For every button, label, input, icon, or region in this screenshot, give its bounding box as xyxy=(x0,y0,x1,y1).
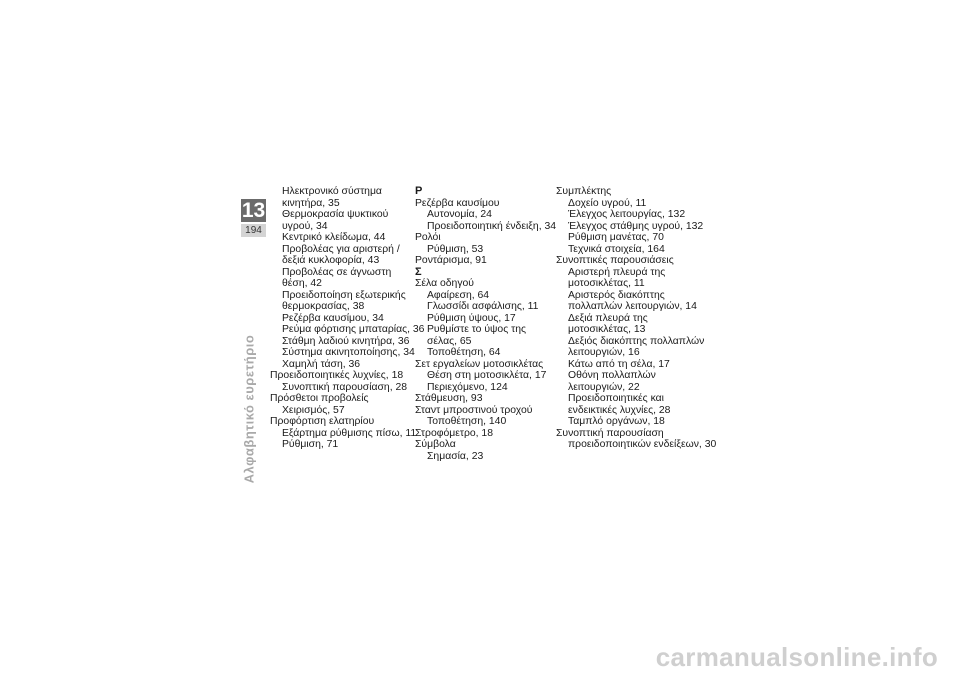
index-subentry: Ταμπλό οργάνων, 18 xyxy=(568,416,665,427)
index-subentry: δεξιά κυκλοφορία, 43 xyxy=(282,255,380,266)
index-subentry: Συνοπτική παρουσίαση, 28 xyxy=(282,381,408,393)
index-entry: Πρόσθετοι προβολείς xyxy=(270,393,369,404)
index-subentry: υγρού, 34 xyxy=(282,220,328,232)
index-subentry: μοτοσικλέτας, 11 xyxy=(568,278,645,289)
index-entry: Σέλα οδηγού xyxy=(415,278,474,289)
index-subentry: προειδοποιητικών ενδείξεων, 30 xyxy=(568,439,717,450)
index-subentry: Προειδοποίηση εξωτερικής xyxy=(282,289,406,301)
index-subentry: Κεντρικό κλείδωμα, 44 xyxy=(282,232,386,243)
index-subentry: Χαμηλή τάση, 36 xyxy=(282,358,361,370)
index-subentry: Αριστερός διακόπτης xyxy=(568,289,665,301)
index-entry: Συμπλέκτης xyxy=(556,186,612,197)
index-subentry: Ρύθμιση, 71 xyxy=(282,439,339,450)
index-subentry: Αριστερή πλευρά της xyxy=(568,266,666,278)
index-entry: Σύμβολα xyxy=(415,439,456,450)
index-subentry: Έλεγχος στάθμης υγρού, 132 xyxy=(568,220,704,232)
index-subentry: Τοποθέτηση, 140 xyxy=(427,416,507,427)
index-subentry: Κάτω από τη σέλα, 17 xyxy=(568,358,670,370)
index-entry: Στροφόμετρο, 18 xyxy=(415,427,493,439)
index-subentry: θερμοκρασίας, 38 xyxy=(282,301,365,312)
index-subentry: Έλεγχος λειτουργίας, 132 xyxy=(568,209,686,220)
index-subentry: Δοχείο υγρού, 11 xyxy=(568,197,647,209)
index-column-1 xyxy=(270,186,424,451)
index-subentry: Δεξιά πλευρά της xyxy=(568,312,648,324)
watermark: carmanualsonline.info xyxy=(655,642,938,672)
side-title: Αλφαβητικό ευρετήριο xyxy=(241,334,257,484)
index-entry: Συνοπτική παρουσίαση xyxy=(556,427,664,439)
index-column-3 xyxy=(556,186,716,451)
index-entry: Προφόρτιση ελατηρίου xyxy=(270,416,375,427)
index-subentry: Ρυθμίστε το ύψος της xyxy=(427,324,527,335)
index-entry: Ρεζέρβα καυσίμου xyxy=(415,197,500,209)
index-letter-heading: Σ xyxy=(415,265,422,278)
index-subentry: Σημασία, 23 xyxy=(427,450,484,462)
index-subentry: Ρεύμα φόρτισης μπαταρίας, 36 xyxy=(282,324,425,335)
index-entry: Συνοπτικές παρουσιάσεις xyxy=(556,255,674,266)
index-subentry: Ρύθμιση, 53 xyxy=(427,243,484,255)
index-subentry: Ρεζέρβα καυσίμου, 34 xyxy=(282,312,384,324)
index-subentry: λειτουργιών, 22 xyxy=(568,381,640,393)
index-subentry: Προειδοποιητική ένδειξη, 34 xyxy=(427,220,557,232)
index-subentry: Εξάρτημα ρύθμισης πίσω, 11 xyxy=(282,427,417,439)
index-subentry: Γλωσσίδι ασφάλισης, 11 xyxy=(427,301,539,312)
index-subentry: Θέση στη μοτοσικλέτα, 17 xyxy=(427,370,547,381)
index-subentry: Ηλεκτρονικό σύστημα xyxy=(282,186,382,197)
index-subentry: κινητήρα, 35 xyxy=(282,197,340,209)
index-subentry: Ρύθμιση μανέτας, 70 xyxy=(568,232,664,243)
index-subentry: λειτουργιών, 16 xyxy=(568,347,640,358)
chapter-badge xyxy=(241,199,266,239)
page-number: 194 xyxy=(241,224,266,237)
index-subentry: θέση, 42 xyxy=(282,278,322,289)
index-subentry: Αυτονομία, 24 xyxy=(427,209,492,220)
index-column-2 xyxy=(415,186,556,462)
index-subentry: Οθόνη πολλαπλών xyxy=(568,370,656,381)
index-subentry: Δεξιός διακόπτης πολλαπλών xyxy=(568,335,705,347)
index-subentry: ενδεικτικές λυχνίες, 28 xyxy=(568,404,671,416)
index-entry: Ρολόι xyxy=(415,232,441,243)
index-subentry: Περιεχόμενο, 124 xyxy=(427,381,508,393)
index-entry: Σετ εργαλείων μοτοσικλέτας xyxy=(415,358,544,370)
index-subentry: σέλας, 65 xyxy=(427,335,472,347)
index-letter-heading: Ρ xyxy=(415,185,423,197)
index-subentry: μοτοσικλέτας, 13 xyxy=(568,324,646,335)
index-subentry: Θερμοκρασία ψυκτικού xyxy=(282,209,389,220)
index-entry: Ροντάρισμα, 91 xyxy=(415,255,487,266)
index-subentry: Τοποθέτηση, 64 xyxy=(427,347,501,358)
index-subentry: Χειρισμός, 57 xyxy=(282,404,345,416)
index-subentry: Προβολέας σε άγνωστη xyxy=(282,266,392,278)
index-entry: Προειδοποιητικές λυχνίες, 18 xyxy=(270,370,404,381)
index-entry: Στάθμευση, 93 xyxy=(415,393,483,404)
index-subentry: Ρύθμιση ύψους, 17 xyxy=(427,312,516,324)
index-subentry: Αφαίρεση, 64 xyxy=(427,289,490,301)
index-subentry: πολλαπλών λειτουργιών, 14 xyxy=(568,301,697,312)
index-entry: Σταντ μπροστινού τροχού xyxy=(415,404,533,416)
index-subentry: Προειδοποιητικές και xyxy=(568,393,664,404)
index-subentry: Σύστημα ακινητοποίησης, 34 xyxy=(282,347,415,358)
chapter-number: 13 xyxy=(241,199,266,222)
index-subentry: Τεχνικά στοιχεία, 164 xyxy=(568,243,665,255)
index-subentry: Προβολέας για αριστερή / xyxy=(282,243,400,255)
index-subentry: Στάθμη λαδιού κινητήρα, 36 xyxy=(282,335,410,347)
